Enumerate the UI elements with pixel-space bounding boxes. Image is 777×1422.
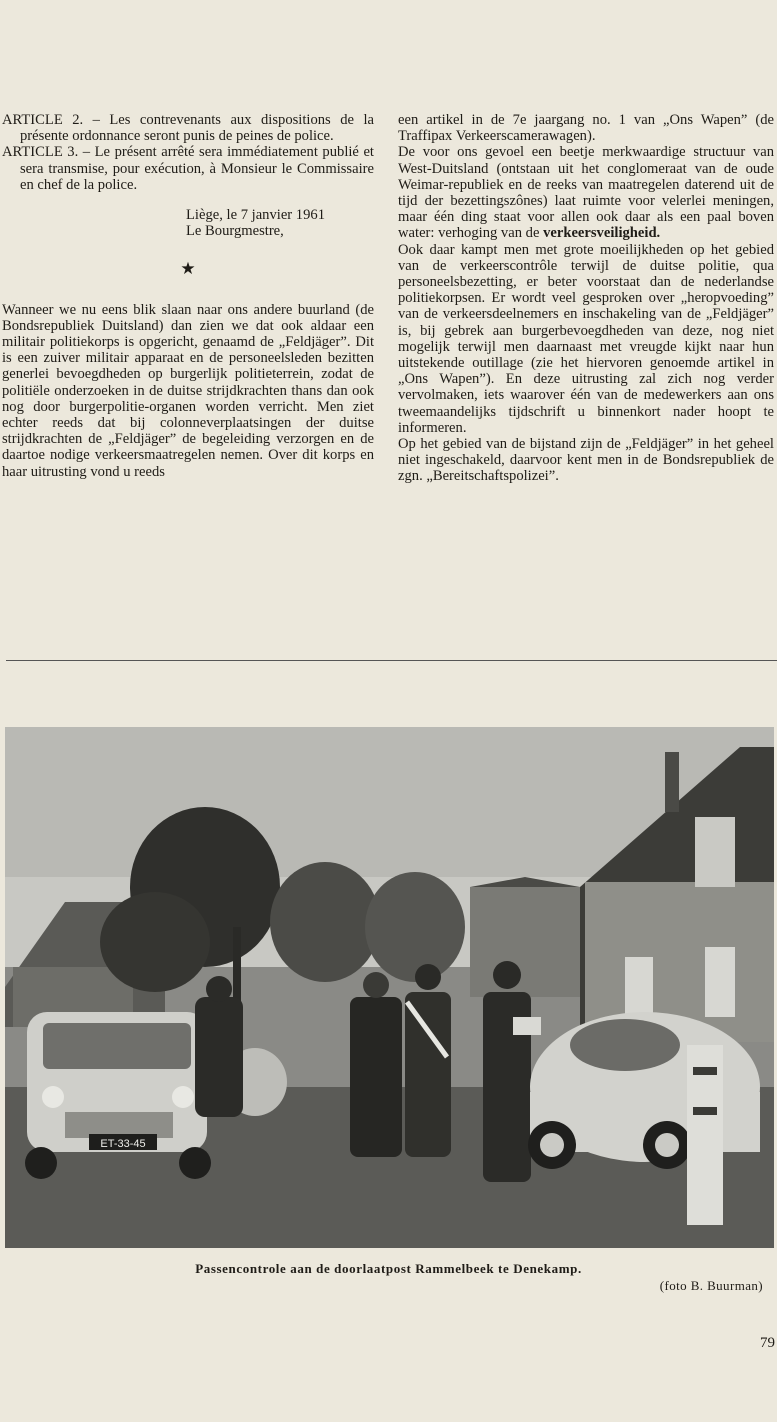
body-paragraph-feldjager: Wanneer we nu eens blik slaan naar ons andere buurland (de Bondsrepubliek Duitsland) dan zien we dat ook aldaar een militair politiekorps is opgericht, genaamd de „Feldjäger”. Dit is een zuiver militair apparaat en de personeelsleden bezitten generlei bevoegdheden op burgerlijk politieterrein, zodat de politiële onderzoeken in de duitse strijdkrachten thans dan ook nog door burgerpolitie-organen worden verricht. Men ziet echter reeds dat bij colonneverplaatsingen der duitse strijdkrachten de „Feldjäger” de begeleiding verzorgen en de daartoe nodige verkeersmaatregelen nemen. Over dit korps en haar uitrusting vond u reeds xyxy=(2,301,374,480)
star-separator: ★ xyxy=(180,259,196,279)
article-2: ARTICLE 2. – Les contrevenants aux dispositions de la présente ordonnance seront punis de peines de police. xyxy=(2,112,374,145)
right-column xyxy=(398,112,774,485)
signature-title: Le Bourgmestre, xyxy=(186,223,284,240)
body-paragraph-bijstand: Op het gebied van de bijstand zijn de „Feldjäger” in het geheel niet ingeschakeld, daarvoor kent men in de Bondsrepubliek de zgn. „Bereitschaftspolizei”. xyxy=(398,436,774,485)
section-divider xyxy=(6,660,777,661)
structure-bold: verkeersveiligheid. xyxy=(543,225,661,242)
page-number: 79 xyxy=(760,1335,775,1351)
body-paragraph-ons-wapen: een artikel in de 7e jaargang no. 1 van „Ons Wapen” (de Traffipax Verkeerscamerawagen). xyxy=(398,112,774,145)
left-column xyxy=(2,112,374,480)
body-paragraph-difficulties: Ook daar kampt men met grote moeilijkheden op het gebied van de verkeerscontrôle terwijl de duitse politie, qua personeelsbezetting, er beter voorstaat dan de nederlandse politiekorpsen. Er wordt veel gesproken over „heropvoeding” van de verkeersdeelnemers en inschakeling van de „Feldjäger” is, bij gebrek aan burgerbevoegdheden van deze, nog niet mogelijk terwijl men daarnaast met vreugde kijkt naar hun uitstekende outillage (zie het hiervoren genoemde artikel in „Ons Wapen”). En deze uitrusting zal zich nog verder vervolmaken, iets waarover één van de medewerkers aan ons tweemaandelijks tijdschrift u binnenkort nader hoopt te informeren. xyxy=(398,241,774,436)
photo-caption: Passencontrole aan de doorlaatpost Rammelbeek te Denekamp. xyxy=(195,1261,582,1276)
body-paragraph-structure xyxy=(398,144,774,241)
signature-date: Liège, le 7 janvier 1961 xyxy=(186,207,325,224)
license-plate-text: ET-33-45 xyxy=(100,1138,146,1150)
structure-text: De voor ons gevoel een beetje merkwaardige structuur van West-Duitsland (ontstaan uit het conglomeraat van de oude Weimar-republiek en de reeks van maatregelen daterend uit de tijd der bezettingszônes) laat ruimte voor velerlei meningen, maar één ding staat voor allen ook daar als een paal boven water: verhoging van de xyxy=(398,144,774,242)
article-3: ARTICLE 3. – Le présent arrêté sera immédiatement publié et sera transmise, pour exécution, à Monsieur le Commissaire en chef de la police. xyxy=(2,144,374,193)
photo-credit: (foto B. Buurman) xyxy=(659,1278,763,1293)
photo-passport-control xyxy=(5,727,774,1248)
